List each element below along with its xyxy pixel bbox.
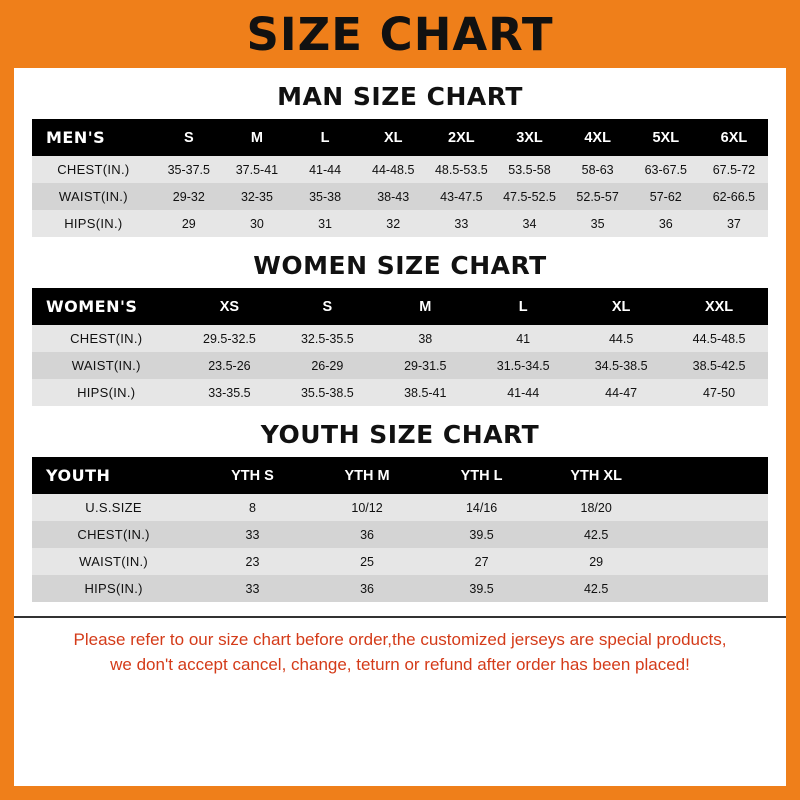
- youth-size-chart-section: [14, 420, 786, 602]
- table-cell: 37: [700, 210, 768, 237]
- men-size-table: [32, 119, 768, 237]
- women-section-title: WOMEN SIZE CHART: [253, 251, 547, 280]
- table-cell: 8: [195, 494, 310, 521]
- women-size-chart-section: [14, 251, 786, 406]
- banner: [0, 0, 800, 68]
- table-cell: 31: [291, 210, 359, 237]
- men-size-header: 4XL: [564, 119, 632, 156]
- table-cell: 27: [424, 548, 539, 575]
- table-cell: 41: [474, 325, 572, 352]
- women-size-table: [32, 288, 768, 406]
- table-cell: 33: [427, 210, 495, 237]
- youth-size-header: YTH M: [310, 457, 425, 494]
- table-cell: 39.5: [424, 521, 539, 548]
- women-size-header: XL: [572, 288, 670, 325]
- table-cell: 18/20: [539, 494, 654, 521]
- table-row: [32, 521, 768, 548]
- table-cell: 38: [376, 325, 474, 352]
- table-cell-spacer: [653, 494, 768, 521]
- row-label: CHEST(IN.): [32, 325, 180, 352]
- table-cell: 29-32: [155, 183, 223, 210]
- table-row: [32, 325, 768, 352]
- table-cell: 47-50: [670, 379, 768, 406]
- row-label: HIPS(IN.): [32, 210, 155, 237]
- table-cell: 34.5-38.5: [572, 352, 670, 379]
- men-size-header: M: [223, 119, 291, 156]
- table-cell-spacer: [653, 575, 768, 602]
- table-cell: 47.5-52.5: [495, 183, 563, 210]
- table-cell: 48.5-53.5: [427, 156, 495, 183]
- table-cell: 36: [632, 210, 700, 237]
- youth-size-header: YTH L: [424, 457, 539, 494]
- table-row: [32, 575, 768, 602]
- table-cell: 26-29: [278, 352, 376, 379]
- table-cell: 35: [564, 210, 632, 237]
- table-row: [32, 156, 768, 183]
- table-row: [32, 494, 768, 521]
- table-cell: 52.5-57: [564, 183, 632, 210]
- women-table-head: [32, 288, 768, 325]
- men-table-head: [32, 119, 768, 156]
- row-label: WAIST(IN.): [32, 183, 155, 210]
- table-row: [32, 379, 768, 406]
- table-cell: 33-35.5: [180, 379, 278, 406]
- youth-table-body: [32, 494, 768, 602]
- table-cell: 33: [195, 575, 310, 602]
- row-label: WAIST(IN.): [32, 352, 180, 379]
- table-header-row: [32, 119, 768, 156]
- women-size-header: L: [474, 288, 572, 325]
- table-cell: 44-47: [572, 379, 670, 406]
- table-cell: 58-63: [564, 156, 632, 183]
- row-label: HIPS(IN.): [32, 379, 180, 406]
- table-cell: 29.5-32.5: [180, 325, 278, 352]
- table-cell: 14/16: [424, 494, 539, 521]
- table-cell: 43-47.5: [427, 183, 495, 210]
- table-cell: 30: [223, 210, 291, 237]
- youth-corner-label: YOUTH: [32, 457, 195, 494]
- table-cell: 35.5-38.5: [278, 379, 376, 406]
- footer-note: [14, 616, 786, 677]
- table-cell: 35-37.5: [155, 156, 223, 183]
- table-header-row: [32, 457, 768, 494]
- table-row: [32, 352, 768, 379]
- table-cell: 44.5-48.5: [670, 325, 768, 352]
- women-corner-label: WOMEN'S: [32, 288, 180, 325]
- table-cell: 38.5-42.5: [670, 352, 768, 379]
- table-row: [32, 548, 768, 575]
- table-cell: 37.5-41: [223, 156, 291, 183]
- table-cell: 42.5: [539, 521, 654, 548]
- table-cell: 41-44: [291, 156, 359, 183]
- table-cell: 32: [359, 210, 427, 237]
- men-corner-label: MEN'S: [32, 119, 155, 156]
- men-size-header: 5XL: [632, 119, 700, 156]
- youth-size-header: YTH XL: [539, 457, 654, 494]
- men-section-title: MAN SIZE CHART: [277, 82, 523, 111]
- table-cell-spacer: [653, 548, 768, 575]
- table-cell: 29-31.5: [376, 352, 474, 379]
- footer-note-line-1: Please refer to our size chart before order,the customized jerseys are special products,: [73, 630, 727, 649]
- men-size-header: 2XL: [427, 119, 495, 156]
- men-size-header: 6XL: [700, 119, 768, 156]
- table-cell: 23: [195, 548, 310, 575]
- table-cell: 29: [539, 548, 654, 575]
- table-cell: 36: [310, 521, 425, 548]
- table-cell: 67.5-72: [700, 156, 768, 183]
- row-label: CHEST(IN.): [32, 521, 195, 548]
- table-cell: 44.5: [572, 325, 670, 352]
- table-cell: 62-66.5: [700, 183, 768, 210]
- table-cell: 38.5-41: [376, 379, 474, 406]
- table-cell: 23.5-26: [180, 352, 278, 379]
- bottom-accent-bar: [0, 786, 800, 800]
- footer-note-line-2: we don't accept cancel, change, teturn or refund after order has been placed!: [110, 654, 690, 674]
- table-cell: 32-35: [223, 183, 291, 210]
- youth-size-header: YTH S: [195, 457, 310, 494]
- table-header-row: [32, 288, 768, 325]
- men-size-chart-section: [14, 82, 786, 237]
- table-cell: 36: [310, 575, 425, 602]
- table-cell: 57-62: [632, 183, 700, 210]
- table-cell: 39.5: [424, 575, 539, 602]
- women-table-body: [32, 325, 768, 406]
- table-cell: 10/12: [310, 494, 425, 521]
- row-label: WAIST(IN.): [32, 548, 195, 575]
- table-cell: 33: [195, 521, 310, 548]
- row-label: CHEST(IN.): [32, 156, 155, 183]
- table-cell: 63-67.5: [632, 156, 700, 183]
- table-cell: 34: [495, 210, 563, 237]
- table-cell: 44-48.5: [359, 156, 427, 183]
- men-size-header: L: [291, 119, 359, 156]
- row-label: HIPS(IN.): [32, 575, 195, 602]
- women-size-header: M: [376, 288, 474, 325]
- table-cell: 32.5-35.5: [278, 325, 376, 352]
- youth-section-title: YOUTH SIZE CHART: [260, 420, 540, 449]
- women-size-header: XS: [180, 288, 278, 325]
- men-table-body: [32, 156, 768, 237]
- page-title: SIZE CHART: [246, 7, 554, 61]
- table-cell: 31.5-34.5: [474, 352, 572, 379]
- table-row: [32, 183, 768, 210]
- table-cell-spacer: [653, 521, 768, 548]
- women-size-header: S: [278, 288, 376, 325]
- women-size-header: XXL: [670, 288, 768, 325]
- row-label: U.S.SIZE: [32, 494, 195, 521]
- men-size-header: XL: [359, 119, 427, 156]
- youth-table-head: [32, 457, 768, 494]
- table-cell: 38-43: [359, 183, 427, 210]
- men-size-header: S: [155, 119, 223, 156]
- youth-size-header-spacer: [653, 457, 768, 494]
- table-cell: 42.5: [539, 575, 654, 602]
- table-cell: 29: [155, 210, 223, 237]
- men-size-header: 3XL: [495, 119, 563, 156]
- table-row: [32, 210, 768, 237]
- table-cell: 25: [310, 548, 425, 575]
- table-cell: 41-44: [474, 379, 572, 406]
- youth-size-table: [32, 457, 768, 602]
- table-cell: 35-38: [291, 183, 359, 210]
- table-cell: 53.5-58: [495, 156, 563, 183]
